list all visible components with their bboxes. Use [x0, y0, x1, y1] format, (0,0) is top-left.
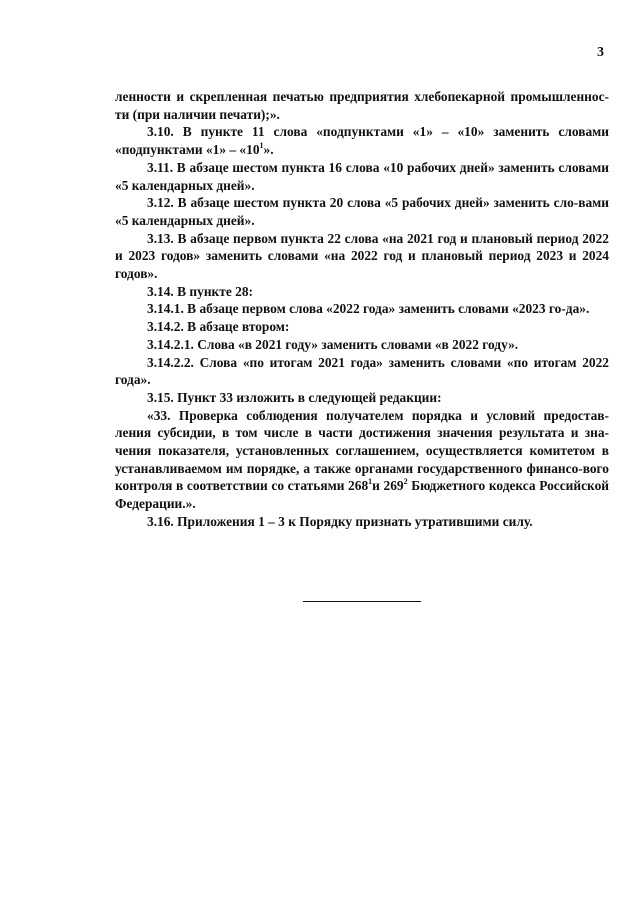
paragraph-text: 3.16. Приложения 1 – 3 к Порядку признать утратившими силу.	[147, 513, 533, 529]
paragraph	[115, 88, 609, 123]
paragraph	[115, 318, 609, 336]
document-body	[115, 88, 609, 531]
paragraph-text: 3.14.2.2. Слова «по итогам 2021 года» заменить словами «по итогам 2022 года».	[115, 354, 609, 388]
page-number: 3	[597, 45, 604, 60]
paragraph	[115, 389, 609, 407]
paragraph-text: ленности и скрепленная печатью предприятия хлебопекарной промышленнос-ти (при наличии печати);».	[115, 89, 609, 122]
superscript: 1	[368, 477, 373, 487]
paragraph-text: 3.12. В абзаце шестом пункта 20 слова «5 рабочих дней» заменить сло-вами «5 календарных дней».	[115, 195, 609, 228]
paragraph-text: 3.11. В абзаце шестом пункта 16 слова «10 рабочих дней» заменить словами «5 календарных дней».	[115, 159, 609, 193]
paragraph-text: 3.13. В абзаце первом пункта 22 слова «на 2021 год и плановый период 2022 и 2023 годов» заменить словами «на 2022 год и плановый период 2023 и 2024 годов».	[115, 230, 609, 282]
paragraph	[115, 407, 609, 513]
paragraph	[115, 230, 609, 283]
closing-rule	[303, 601, 421, 602]
paragraph-text: 3.10. В пункте 11 слова «подпунктами «1» – «10» заменить словами «подпунктами «1» – «10	[115, 124, 609, 158]
paragraph-text: и 269	[372, 478, 404, 494]
paragraph	[115, 194, 609, 229]
paragraph-text: 3.14.2.1. Слова «в 2021 году» заменить словами «в 2022 году».	[147, 336, 519, 352]
paragraph	[115, 283, 609, 301]
paragraph	[115, 354, 609, 389]
paragraph-text: «33. Проверка соблюдения получателем порядка и условий предостав-ления субсидии, в том числе в части достижения значения результата и зна-чения показателя, установленных соглашением, осуществляется комитетом в устанавливаемом им порядке, а также органами государственного финансо-вого контроля в соответствии со статьями 268	[115, 407, 609, 494]
paragraph-text: 3.14.1. В абзаце первом слова «2022 года» заменить словами «2023 го-да».	[147, 301, 590, 317]
paragraph-text: 3.14.2. В абзаце втором:	[147, 319, 290, 335]
paragraph	[115, 159, 609, 194]
paragraph	[115, 123, 609, 158]
paragraph-text: 3.14. В пункте 28:	[147, 283, 253, 299]
paragraph	[115, 300, 609, 318]
paragraph-text: 3.15. Пункт 33 изложить в следующей редакции:	[147, 389, 442, 405]
paragraph-text: ».	[263, 142, 274, 158]
paragraph-text: Бюджетного кодекса Российской Федерации.».	[115, 478, 609, 512]
paragraph	[115, 513, 609, 531]
superscript: 1	[259, 141, 264, 151]
superscript: 2	[403, 477, 408, 487]
paragraph	[115, 336, 609, 354]
